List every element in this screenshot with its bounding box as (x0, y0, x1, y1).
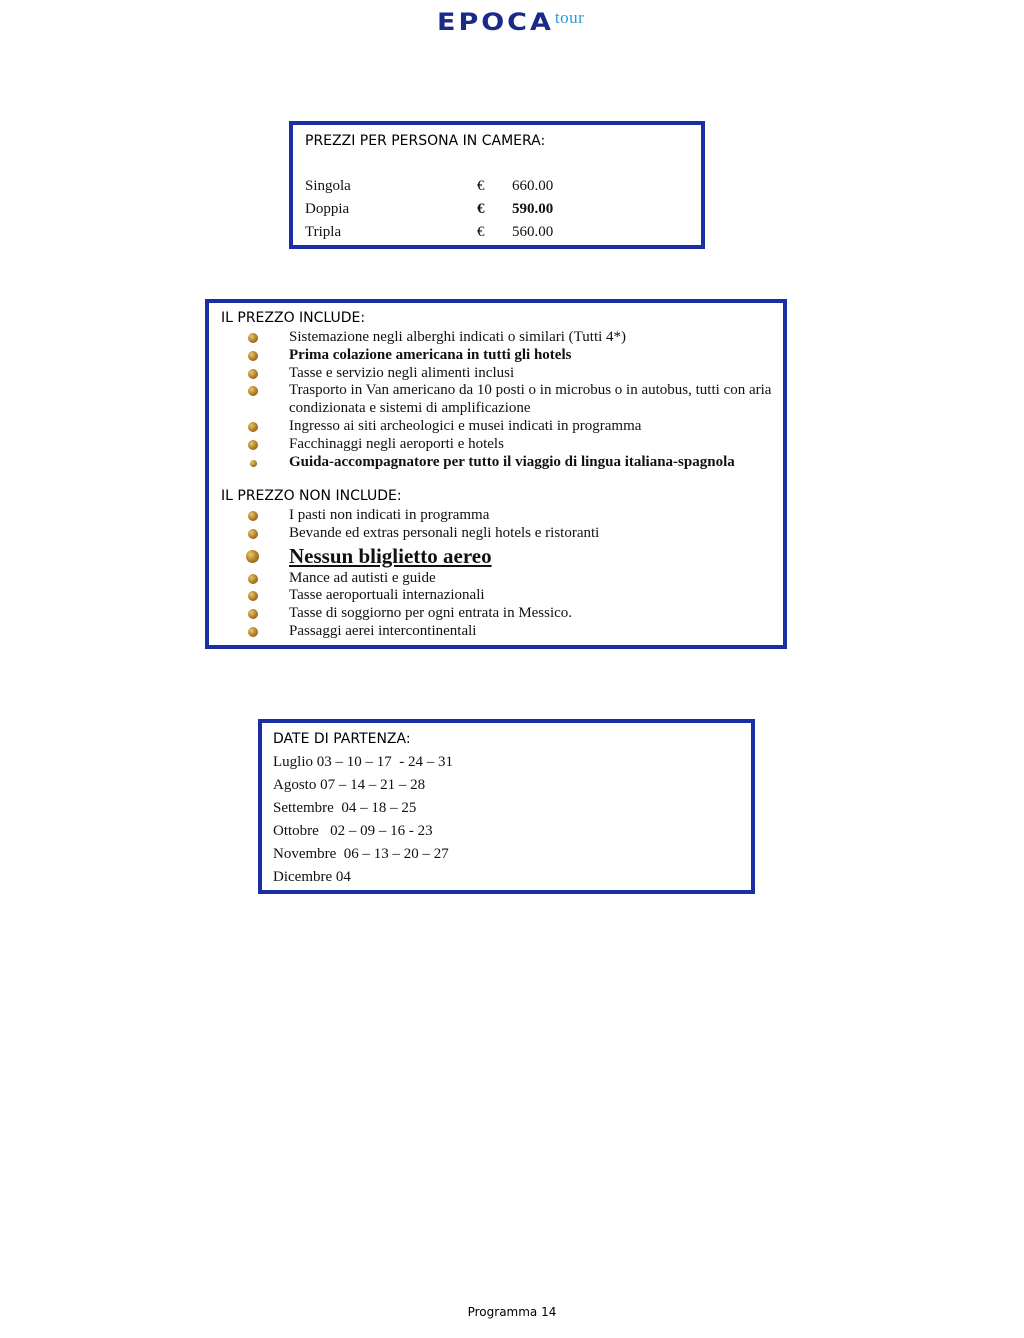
list-item (246, 543, 786, 570)
bullet-icon (250, 460, 257, 467)
list-item (246, 347, 786, 365)
list-item-text: Prima colazione americana in tutti gli hotels (289, 346, 572, 363)
list-item (246, 507, 786, 525)
prices-heading (305, 133, 545, 149)
date-line: Luglio 03 – 10 – 17 - 24 – 31 (273, 754, 453, 770)
list-item-text: Facchinaggi negli aeroporti e hotels (289, 435, 504, 452)
price-row-doppia (305, 201, 685, 221)
includes-list (246, 329, 786, 471)
currency-symbol: € (477, 201, 485, 217)
bullet-icon (248, 529, 258, 539)
date-line: Agosto 07 – 14 – 21 – 28 (273, 777, 426, 793)
prices-heading-text: PREZZI PER PERSONA IN CAMERA (305, 133, 541, 149)
bullet-icon (248, 386, 258, 396)
epoca-tour-logo (437, 6, 584, 40)
prices-heading-colon: : (540, 133, 546, 149)
list-item-text: I pasti non indicati in programma (289, 507, 490, 523)
list-item (246, 365, 786, 383)
page-footer: Programma 14 (467, 1305, 557, 1319)
includes-box (205, 299, 787, 649)
list-item (246, 623, 786, 641)
dates-heading: DATE DI PARTENZA: (273, 731, 411, 747)
date-line: Ottobre 02 – 09 – 16 - 23 (273, 823, 433, 839)
list-item-text: Guida-accompagnatore per tutto il viaggio di lingua italiana-spagnola (289, 453, 735, 470)
price-row-tripla (305, 224, 685, 244)
list-item-text: Trasporto in Van americano da 10 posti o in microbus o in autobus, tutti con aria condizionata e sistemi di amplificazione (289, 382, 772, 417)
list-item (246, 605, 786, 623)
list-item-text: Passaggi aerei intercontinentali (289, 622, 477, 639)
currency-symbol: € (477, 224, 485, 240)
price-amount: 560.00 (512, 224, 554, 240)
list-item-text: Nessun bliglietto aereo (289, 543, 492, 568)
excludes-title: IL PREZZO NON INCLUDE: (221, 488, 402, 504)
list-item-text: Tasse e servizio negli alimenti inclusi (289, 364, 515, 381)
list-item-text: Tasse aeroportuali internazionali (289, 587, 485, 604)
bullet-icon (248, 627, 258, 637)
includes-title: IL PREZZO INCLUDE: (221, 310, 366, 326)
room-type: Doppia (305, 201, 350, 217)
date-line: Novembre 06 – 13 – 20 – 27 (273, 846, 449, 862)
excludes-list (246, 507, 786, 641)
bullet-icon (248, 333, 258, 343)
list-item-text: Ingresso ai siti archeologici e musei indicati in programma (289, 417, 642, 434)
list-item (246, 382, 786, 418)
currency-symbol: € (477, 178, 485, 194)
bullet-icon (248, 609, 258, 619)
bullet-icon (248, 422, 258, 432)
logo-sub-text: tour (554, 8, 585, 27)
list-item-text: Tasse di soggiorno per ogni entrata in Messico. (289, 605, 573, 622)
bullet-icon (248, 351, 258, 361)
prices-box (289, 121, 705, 249)
list-item-text: Sistemazione negli alberghi indicati o similari (Tutti 4*) (289, 329, 627, 345)
list-item (246, 570, 786, 588)
list-item (246, 329, 786, 347)
bullet-icon (248, 440, 258, 450)
price-amount: 590.00 (512, 201, 554, 217)
list-item (246, 418, 786, 436)
price-amount: 660.00 (512, 178, 554, 194)
bullet-icon (248, 369, 258, 379)
bullet-icon (248, 511, 258, 521)
list-item-text: Mance ad autisti e guide (289, 569, 436, 586)
bullet-icon (248, 591, 258, 601)
room-type: Singola (305, 178, 351, 194)
price-row-singola (305, 178, 685, 198)
date-line: Dicembre 04 (273, 869, 351, 885)
list-item (246, 454, 786, 472)
list-item (246, 436, 786, 454)
date-line: Settembre 04 – 18 – 25 (273, 800, 417, 816)
logo-main-text: EPOCA (437, 8, 554, 37)
list-item-text: Bevande ed extras personali negli hotels e ristoranti (289, 524, 600, 541)
list-item (246, 525, 786, 543)
departure-dates-box (258, 719, 755, 894)
bullet-icon (246, 550, 259, 563)
room-type: Tripla (305, 224, 342, 240)
list-item (246, 587, 786, 605)
bullet-icon (248, 574, 258, 584)
